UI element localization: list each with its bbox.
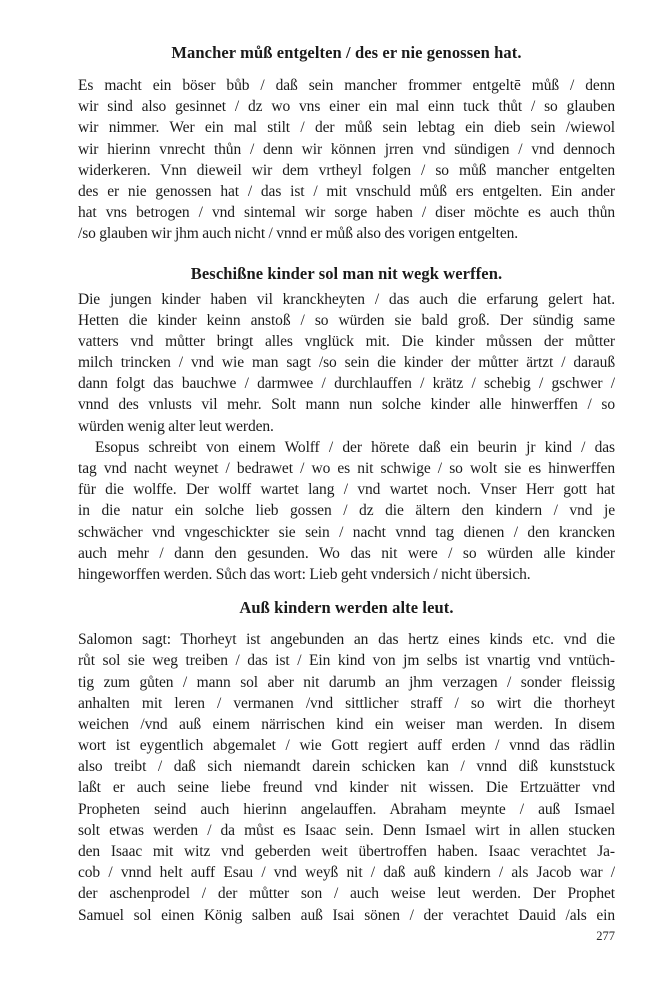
text-line: růt sol sie weg treiben / das ist / Ein kind von jm selbs ist vnartig vnd vntüch- (78, 652, 615, 670)
text-line: milch trincken / vnd wie man sagt /so sein die kinder der můtter ärtzt / darauß (78, 354, 615, 372)
text-line: solt etwas werden / da můst es Isaac sein. Denn Ismael wirt in allen stucken (78, 821, 615, 839)
text-line: widerkeren. Vnn dieweil wir dem vrtheyl folgen / so můß mancher entgelten (78, 161, 615, 179)
text-section (78, 265, 615, 586)
text-line: vatters vnd můtter bringt alles vnglück mit. Die kinder můssen der můtter (78, 332, 615, 350)
text-line: schwächer vnd vngeschickter sie sein / nacht vnnd tag dienen / den krancken (78, 523, 615, 541)
text-line: tag vnd nacht weynet / bedrawet / wo es nit schwige / so wolt sie es hinwerffen (78, 460, 615, 477)
text-line: den Isaac mit witz vnd geberden weit übertroffen haben. Isaac verachtet Ja- (78, 843, 615, 860)
text-line: hat vns betrogen / vnd sintemal wir sorge haben / diser möchte es auch thůn (78, 204, 615, 222)
text-line: Die jungen kinder haben vil kranckheyten / das auch die erfarung gelert hat. (78, 290, 615, 308)
section-heading: Auß kindern werden alte leut. (239, 598, 454, 618)
text-line: hingeworffen werden. Sůch das wort: Lieb geht vndersich / nicht übersich. (78, 565, 531, 583)
text-line: /so glauben wir jhm auch nicht / vnnd er můß also des vorigen entgelten. (78, 225, 519, 243)
text-line: der aschenprodel / der můtter son / auch weise leut werden. Der Prophet (78, 885, 615, 903)
paragraph (78, 437, 615, 585)
section-heading: Mancher můß entgelten / des er nie genossen hat. (171, 43, 522, 62)
section-heading: Beschißne kinder sol man nit wegk werffen. (190, 263, 503, 283)
text-line: Es macht ein böser bůb / daß sein mancher frommer entgeltē můß / denn (78, 77, 615, 94)
paragraph (78, 289, 615, 437)
text-section (78, 44, 615, 245)
text-line: anhalten mit leren / vermanen /vnd sittlicher straff / so wirt die thorheyt (78, 694, 615, 712)
text-line: auch mehr / dann den gesunden. Wo das nit were / so würden alle kinder (78, 544, 615, 562)
text-column (78, 0, 615, 926)
text-line: Esopus schreibt von einem Wolff / der hörete daß ein beurin jr kind / das (95, 438, 615, 456)
text-line: wort ist eygentlich abgemalet / wie Gott regiert auff erden / vnnd das rädlin (78, 737, 615, 755)
text-line: wir hierinn vnrecht thůn / denn wir können jrren vnd sündigen / vnd dennoch (78, 140, 615, 158)
paragraph (78, 629, 615, 926)
page-number: 277 (596, 929, 615, 943)
text-line: vnnd des vnlusts vil mehr. Solt mann nun solche kinder alle hinwerffen / so (78, 396, 615, 414)
text-line: dann folgt das bauchwe / darmwee / durchlauffen / krätz / schebig / gschwer / (78, 375, 615, 393)
text-line: cob / vnnd helt auff Esau / vnd weyß nit / daß auß kindern / als Jacob war / (78, 864, 615, 882)
text-line: des er nie genossen hat / das ist / mit vnschuld můß ers entgelten. Ein ander (78, 182, 615, 200)
text-line: wir sind also gesinnet / dz wo vns einer ein mal einn tuck thůt / so glauben (78, 98, 615, 116)
text-line: wir nimmer. Wer ein mal stilt / der můß sein lebtag ein dieb sein /wiewol (78, 119, 615, 137)
text-line: Samuel sol einen König salben auß Isai sönen / der verachtet Dauid /als ein (78, 906, 615, 924)
paragraph (78, 75, 615, 245)
text-line: für die wolffe. Der wolff wartet lang / vnd wartet noch. Vnser Herr gott hat (78, 481, 615, 499)
text-line: laßt er auch seine liebe freund vnd kinder nit wissen. Die Ertzuätter vnd (78, 779, 615, 797)
text-section (78, 599, 615, 926)
text-line: Salomon sagt: Thorheyt ist angebunden an das hertz eines kinds etc. vnd die (78, 631, 615, 649)
text-line: also treibt / daß sich niemandt darein schicken kan / vnnd diß kunststuck (78, 758, 615, 776)
sections (78, 44, 615, 926)
text-line: Hetten die kinder keinn anstoß / so würden sie bald groß. Der sündig same (78, 311, 615, 329)
text-line: weichen /vnd auß einem närrischen kind ein weiser man werden. In disem (78, 715, 615, 733)
text-line: würden wenig alter leut werden. (78, 417, 274, 435)
text-line: tig zum gůten / mann sol aber nit darumb an jhm verzagen / sonder fleissig (78, 673, 615, 691)
text-line: in die natur ein solche lieb gossen / dz die ältern den kindern / vnd je (78, 502, 615, 520)
text-line: Propheten seind auch hierinn angelauffen. Abraham meynte / auß Ismael (78, 800, 615, 818)
